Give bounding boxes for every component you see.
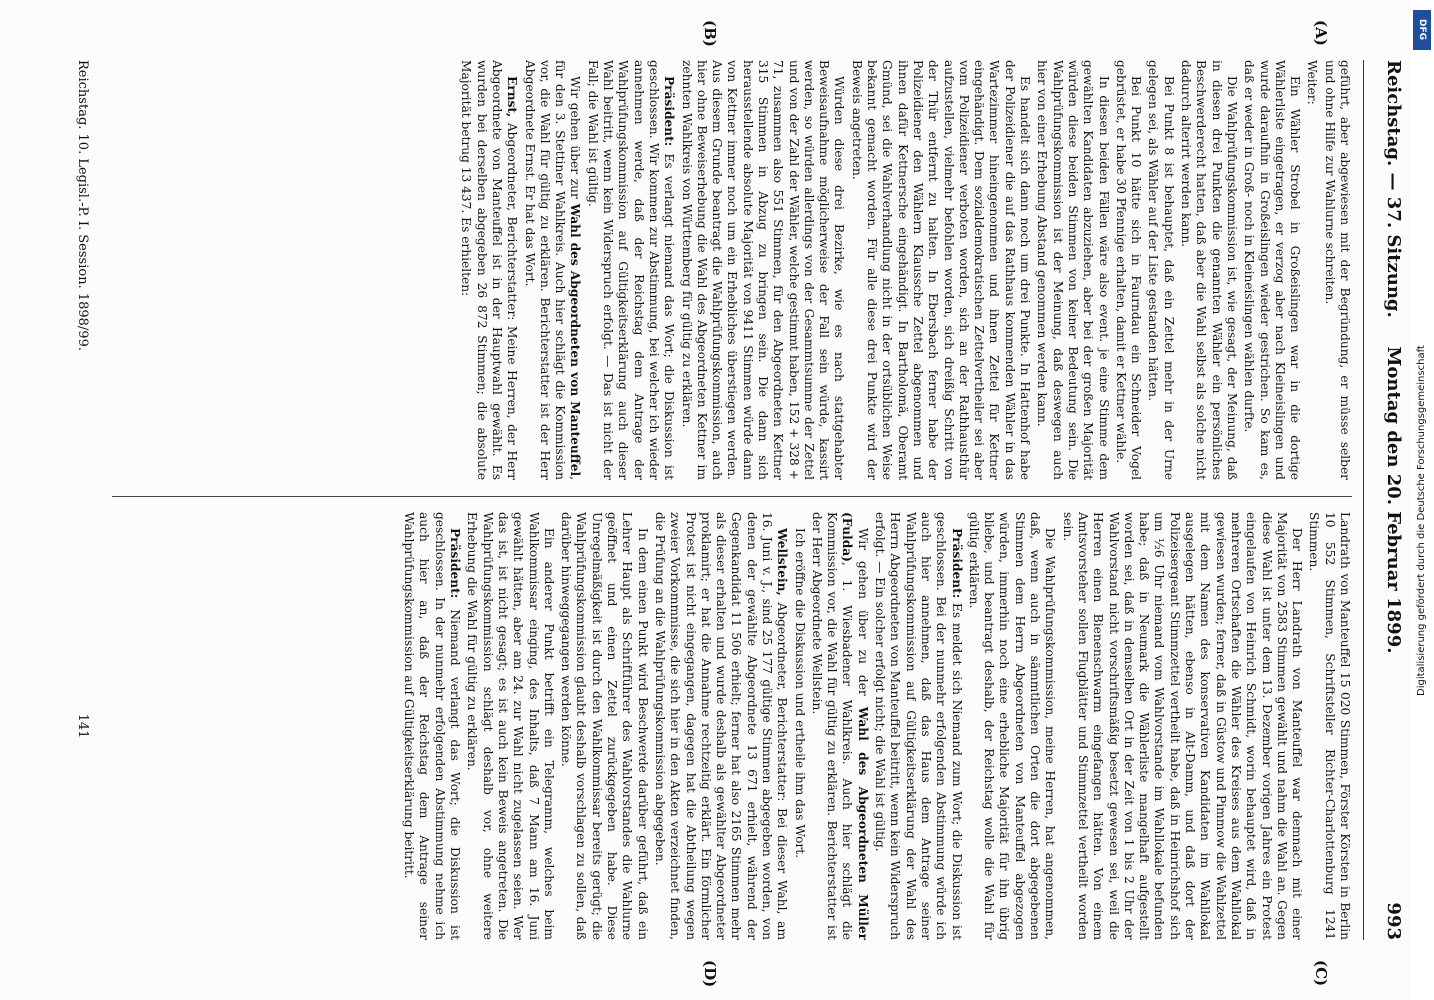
- paragraph: Es handelt sich dann noch um drei Punkte. In Hattenhof habe der Polizeidiener die auf das Rathhaus kommenden Wähler in das Wartezimmer hineingenommen und ihnen Zettel für Kettner eingehändigt. Dem sozialdemokratischen Zettelvertheiler sei aber vom Polizeidiener verboten worden, sich an der Rathhausthür aufzustellen, vielmehr befohlen worden, sich dreißig Schritt von der Thür entfernt zu halten. In Ebersbach ferner habe der Polizeidiener den Wählern Klaussche Zettel abgenommen und ihnen dafür Kettnersche eingehändigt. In Bartholomä, Oberamt Gmünd, sei die Wahlverhandlung nicht in der ortsüblichen Weise bekannt gemacht worden. Für alle diese drei Punkte wird der Beweis angetreten.: [849, 60, 1033, 480]
- paragraph: Bei Punkt 8 ist behauptet, daß ein Zettel mehr in der Urne gelegen sei, als Wähler auf der Liste gestanden hätten.: [1146, 60, 1176, 480]
- speaker: Ernst,: [505, 76, 520, 118]
- paragraph: Ein anderer Punkt betrifft ein Telegramm, welches beim Wahlkommissar einging, des Inhalts, daß 7 Mann am 16. Juni gewählt hätten, aber am 24. zur Wahl nicht zugelassen seien. Wer das ist, ist nicht gesagt; es ist auch kein Beweis angetreten. Die Wahlprüfungskommission schlägt deshalb vor, ohne weitere Erhebung die Wahl für gültig zu erklären.: [465, 512, 556, 940]
- paragraph: Die Wahlprüfungskommission ist, wie gesagt, der Meinung, daß in diesen drei Punkten die genannten Wähler ein persönliches Beschwerderecht hatten, daß aber die Wahl selbst als solche nicht dadurch alterirt werden kann.: [1179, 60, 1239, 480]
- footer-signature: Reichstag. 10. Legisl.-P. I. Session. 1898/99.: [75, 60, 90, 351]
- paragraph: [809, 512, 870, 940]
- paragraph: [458, 60, 519, 480]
- text: , 1. Wiesbadener Wahlkreis. Auch hier schlägt die Kommission vor, die Wahl für gültig zu erklären. Berichterstatter ist der Herr Abgeordnete Wellstein.: [809, 512, 855, 940]
- speech: Abgeordneter, Berichterstatter: Meine Herren, der Herr Abgeordnete von Manteuffel ist in der Hauptwahl gewählt. Es wurden bei derselben abgegeben 26 872 Stimmen; die absolute Majorität betrug 13 437. Es erhielten:: [459, 60, 520, 480]
- right-column: [112, 512, 1352, 940]
- header-date: Montag den 20. Februar 1899.: [1383, 346, 1404, 654]
- vote-results: Landrath von Manteuffel 15 020 Stimmen, Förster Körsten in Berlin 10 552 Stimmen, Schriftsteller Richter-Charlottenburg 1241 Stimmen.: [1307, 512, 1352, 940]
- paragraph: [1304, 60, 1319, 480]
- header-rule: [1363, 60, 1364, 940]
- label: Weiter:: [1305, 60, 1320, 105]
- agenda-item: Wahl des Abgeordneten Müller (Fulda): [840, 512, 870, 940]
- margin-marker-b: (B): [701, 20, 719, 47]
- speaker: Präsident:: [448, 528, 463, 599]
- sheet-number: 141: [75, 713, 90, 739]
- page-number: 993: [1383, 902, 1404, 940]
- agenda-item: Wahl des Abgeordneten von Manteuffel: [568, 203, 583, 477]
- margin-marker-a: (A): [1312, 20, 1330, 46]
- header-left: Reichstag. — 37. Sitzung.: [1383, 60, 1404, 318]
- speaker: Präsident:: [949, 528, 964, 599]
- paragraph: geführt, aber abgewiesen mit der Begründung, er müsse selber und ohne Hilfe zur Wahlurne schreiten.: [1322, 60, 1352, 480]
- paragraph: Der Herr Landrath von Manteuffel war demnach mit einer Majorität von 2583 Stimmen gewählt und nahm die Wahl an. Gegen diese Wahl ist unter dem 13. Dezember vorigen Jahres ein Protest eingelaufen von Heinrich Schmidt, worin behauptet wird, daß in mehreren Ortschaften die Wähler des Kreises aus dem Wahllokal gewiesen wurden; ferner, daß in Güstow und Pimmow die Wahlzettel mit dem Namen des konservativen Kandidaten im Wahllokal ausgelegen hätten, ebenso in Alt-Damm, und daß dort der Polizeisergeant Stimmzettel vertheilt habe, daß in Heinrichshof sich um ½6 Uhr niemand vom Wahlvorstande im Wahllokale befunden habe; daß in Neumark die Wählerliste mangelhaft aufgestellt worden sei, daß in demselben Ort in der Zeit von 1 bis 2 Uhr der Wahlvorstand nicht vorschriftsmäßig besetzt gewesen sei, weil die Herren einen Bienenschwarm eingefangen hätten. Von einem Amtsvorsteher sollen Flugblätter und Stimmzettel vertheilt worden sein.: [1060, 512, 1305, 940]
- margin-marker-c: (C): [1312, 960, 1330, 987]
- text: , für den 3. Stettiner Wahlkreis. Auch hier schlägt die Kommission vor, die Wahl für gültig zu erklären. Berichterstatter ist der Herr Abgeordnete Ernst. Er hat das Wort.: [522, 60, 583, 480]
- speech: Abgeordneter, Berichterstatter: Bei dieser Wahl, am 16. Juni v. J., sind 25 177 gültige Stimmen abgegeben worden, von denen der gewählte Abgeordnete 13 671 erhielt, während der Gegenkandidat 11 506 erhielt; ferner hat also 2165 Stimmen mehr als dieser erhalten und wurde deshalb als gewählter Abgeordneter proklamirt; er hat die Annahme rechtzeitig erklärt. Ein förmlicher Protest ist nicht eingegangen, dagegen hat die Abtheilung wegen zweier Vorkommnisse, die sich hier in den Akten verzeichnet finden, die Prüfung an die Wahlprüfungskommission abgegeben.: [652, 512, 790, 940]
- speaker: Präsident:: [662, 76, 677, 147]
- paragraph: In dem einen Punkt wird Beschwerde darüber geführt, daß ein Lehrer Haupt als Schriftführer des Wahlvorstandes die Wahlurne geöffnet und einen Zettel zurückgegeben habe. Diese Unregelmäßigkeit ist durch den Wahlkommissar bereits gerügt; die Wahlprüfungskommission glaubt deshalb vorschlagen zu sollen, daß darüber hinweggegangen werden könne.: [559, 512, 650, 940]
- dfg-logo: DFG: [1413, 10, 1431, 50]
- speaker: Wellstein,: [775, 528, 790, 596]
- paragraph: [872, 512, 964, 940]
- paragraph: Ein Wähler Strobel in Großeislingen war in die dortige Wählerliste eingetragen, er verzog aber nach Kleineislingen und wurde daraufhin in Großeislingen wieder gestrichen. So kam es, daß er weder in Groß- noch in Kleineislingen wählen durfte.: [1242, 60, 1303, 480]
- paragraph: [652, 512, 790, 940]
- paragraph: Bei Punkt 10 hätte sich in Faurndau ein Schneider Vogel gebrüstet, er habe 30 Pfennige erhalten, damit er Kettner wähle.: [1113, 60, 1144, 480]
- paragraph: Die Wahlprüfungskommission, meine Herren, hat angenommen, daß, wenn auch in sämmtlichen Orten die dort abgegebenen Stimmen dem Herrn Abgeordneten von Manteuffel abgezogen würden, immerhin noch eine erhebliche Majorität für ihn übrig bliebe, und beantragt deshalb, der Reichstag wolle die Wahl für gültig erklären.: [966, 512, 1058, 940]
- speech: Es meldet sich Niemand zum Wort; die Diskussion ist geschlossen. Bei der nunmehr erfolgenden Abstimmung würde ich auch hier annehmen, daß das Haus dem Antrage seiner Wahlprüfungskommission auf Gültigkeitserklärung der Wahl des Herrn Abgeordneten von Manteuffel beitritt, wenn kein Widerspruch erfolgt. — Ein solcher erfolgt nicht; die Wahl ist gültig.: [873, 512, 964, 940]
- paragraph: [584, 60, 676, 480]
- margin-marker-d: (D): [701, 960, 719, 988]
- text: Wir gehen über zu der: [855, 528, 870, 696]
- left-column: [112, 60, 1352, 480]
- paragraph: [401, 512, 462, 940]
- paragraph: In diesen beiden Fällen wäre also event. je eine Stimme dem gewählten Kandidaten abzuziehen, aber bei der großen Majorität würden diese beiden Stimmen von keiner Bedeutung sein. Die Wahlprüfungskommission ist der Meinung, daß deswegen auch hier von einer Erhebung Abstand genommen werden kann.: [1035, 60, 1111, 480]
- paragraph: Ich eröffne die Diskussion und ertheile ihm das Wort.: [792, 528, 807, 859]
- paragraph: [521, 60, 582, 480]
- text: Wir gehen über zur: [568, 76, 583, 199]
- column-divider: [112, 496, 1352, 497]
- running-header: [1364, 60, 1404, 940]
- speech: Niemand verlangt das Wort; die Diskussion ist geschlossen. In der nunmehr erfolgenden Abstimmung nehme ich auch hier an, daß der Reichstag dem Antrage seiner Wahlprüfungskommission auf Gültigkeitserklärung beitritt.: [402, 512, 463, 940]
- funding-notice: Digitalisierung gefördert durch die Deutsche Forschungsgemeinschaft: [1416, 345, 1427, 696]
- paragraph: Würden diese drei Bezirke, wie es nach stattgehabter Beweisaufnahme möglicherweise der Fall sein würde, kassirt werden, so würden allerdings von der Gesammtsumme der Zettel und von der Zahl der Wähler, welche gestimmt haben, 152 + 328 + 71, zusammen also 551 Stimmen, für den Abgeordneten Kettner 315 Stimmen in Abzug zu bringen sein. Die dann sich herausstellende absolute Majorität von 9411 Stimmen würde dann von Kettner immer noch um ein Erhebliches überstiegen werden. Aus diesem Grunde beantragt die Wahlprüfungskommission, auch hier ohne Beweiserhebung die Wahl des Abgeordneten Kettner im zehnten Wahlkreis von Württemberg für gültig zu erklären.: [679, 60, 847, 480]
- speech: Es verlangt niemand das Wort; die Diskussion ist geschlossen. Wir kommen zur Abstimmung, bei welcher ich wieder annehmen werde, daß der Reichstag dem Antrage der Wahlprüfungskommission auf Gültigkeitserklärung auch dieser Wahl beitritt, wenn kein Widerspruch erfolgt. — Das ist nicht der Fall; die Wahl ist gültig.: [585, 60, 677, 480]
